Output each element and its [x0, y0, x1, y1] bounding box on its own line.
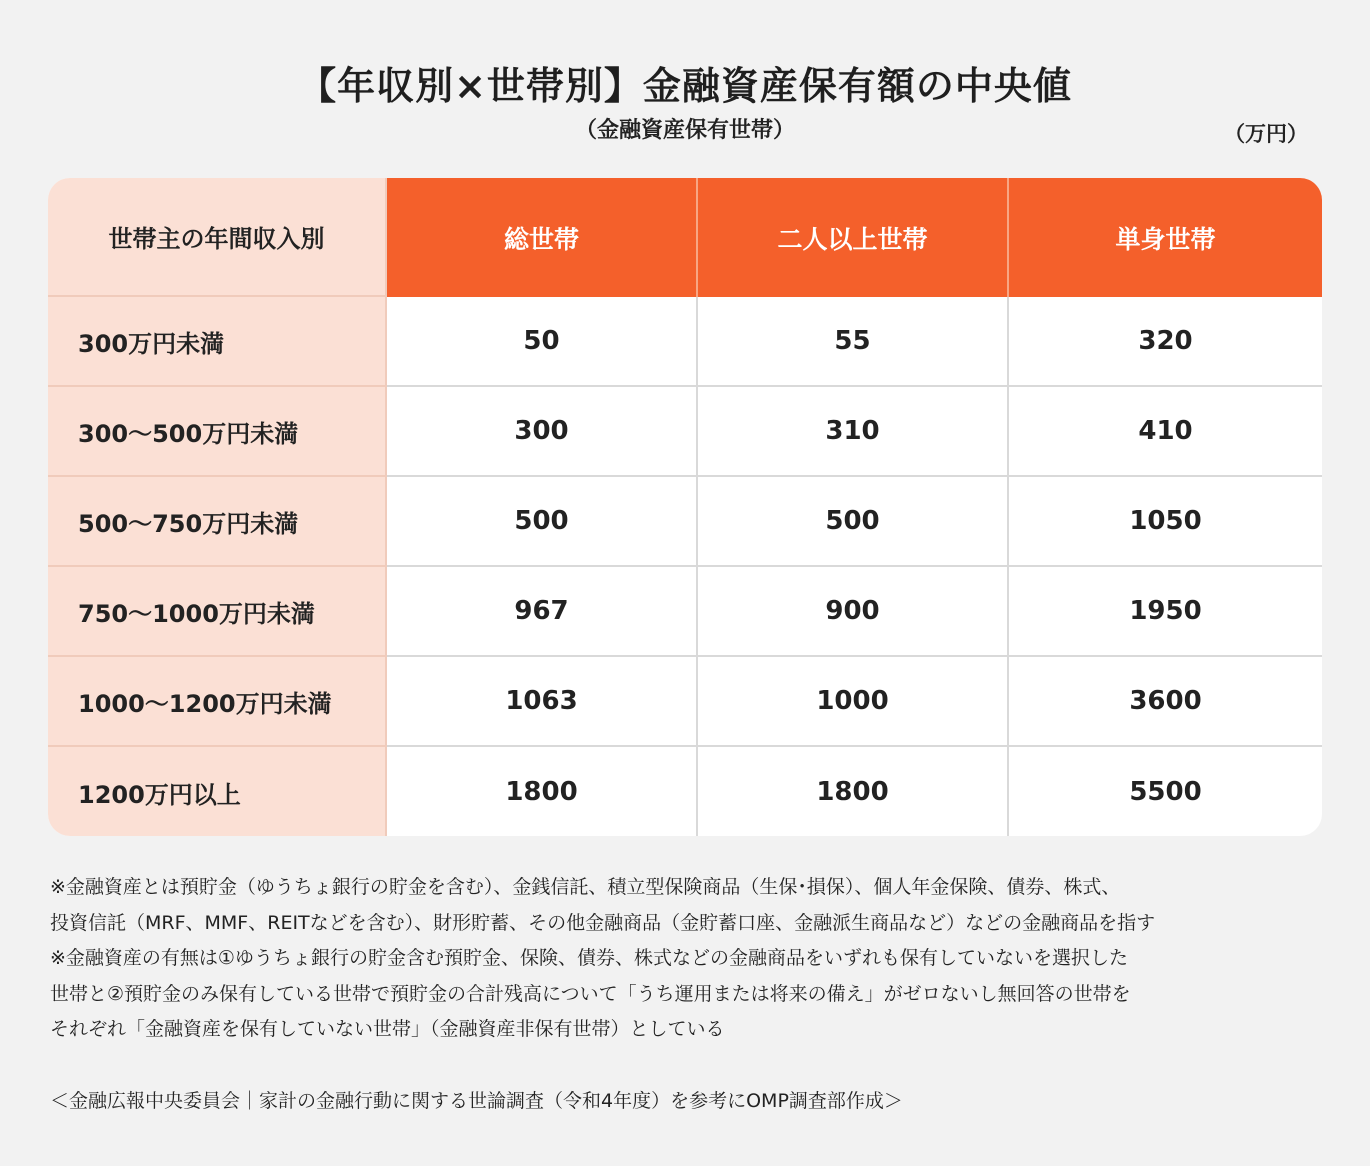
column-header-two-plus: 二人以上世帯	[698, 178, 1009, 297]
page-title: 【年収別×世帯別】金融資産保有額の中央値	[298, 64, 1072, 108]
footnote-line: ※金融資産とは預貯金（ゆうちょ銀行の貯金を含む）、金銭信託、積立型保険商品（生保･損保）、個人年金保険、債券、株式、	[50, 876, 1121, 898]
table-cell: 300	[387, 387, 698, 477]
source-citation: ＜金融広報中央委員会｜家計の金融行動に関する世論調査（令和4年度）を参考にOMP調査部作成＞	[50, 1090, 903, 1112]
unit-label: （万円）	[1224, 122, 1308, 146]
table-cell: 1063	[387, 657, 698, 747]
table-cell: 55	[698, 297, 1009, 387]
table-cell: 1800	[698, 747, 1009, 836]
table-cell: 410	[1009, 387, 1322, 477]
table-cell: 5500	[1129, 777, 1202, 807]
row-label: 1000〜1200万円未満	[48, 657, 387, 747]
table-cell: 320	[1009, 297, 1322, 387]
column-header-total: 総世帯	[387, 178, 698, 297]
footnote-line: 投資信託（MRF、MMF、REITなどを含む）、財形貯蓄、その他金融商品（金貯蓄口座、金融派生商品など）などの金融商品を指す	[50, 911, 1156, 934]
table-cell: 1800	[387, 747, 698, 836]
table-cell: 1950	[1009, 567, 1322, 657]
table-cell: 3600	[1009, 657, 1322, 747]
table-cell: 50	[387, 297, 698, 387]
table-cell: 500	[387, 477, 698, 567]
corner-header: 世帯主の年間収入別	[48, 178, 387, 297]
median-assets-table	[48, 178, 1322, 836]
row-label: 1200万円以上	[48, 747, 387, 836]
table-cell: 967	[387, 567, 698, 657]
table-cell: 310	[698, 387, 1009, 477]
row-label: 500〜750万円未満	[48, 477, 387, 567]
row-label: 300万円未満	[48, 297, 387, 387]
row-label: 750〜1000万円未満	[48, 567, 387, 657]
footnote-line: それぞれ「金融資産を保有していない世帯」（金融資産非保有世帯）としている	[50, 1018, 725, 1040]
footnotes	[50, 870, 1340, 1048]
table-cell: 900	[698, 567, 1009, 657]
table-cell: 500	[698, 477, 1009, 567]
page-subtitle: （金融資産保有世帯）	[574, 118, 795, 143]
footnote-line: 世帯と②預貯金のみ保有している世帯で預貯金の合計残高について「うち運用または将来の備え」がゼロないし無回答の世帯を	[50, 982, 1131, 1005]
table-cell: 1000	[698, 657, 1009, 747]
table-cell: 1050	[1009, 477, 1322, 567]
row-label: 300〜500万円未満	[48, 387, 387, 477]
column-header-single: 単身世帯	[1009, 178, 1322, 297]
footnote-line: ※金融資産の有無は①ゆうちょ銀行の貯金含む預貯金、保険、債券、株式などの金融商品をいずれも保有していないを選択した	[50, 947, 1128, 969]
